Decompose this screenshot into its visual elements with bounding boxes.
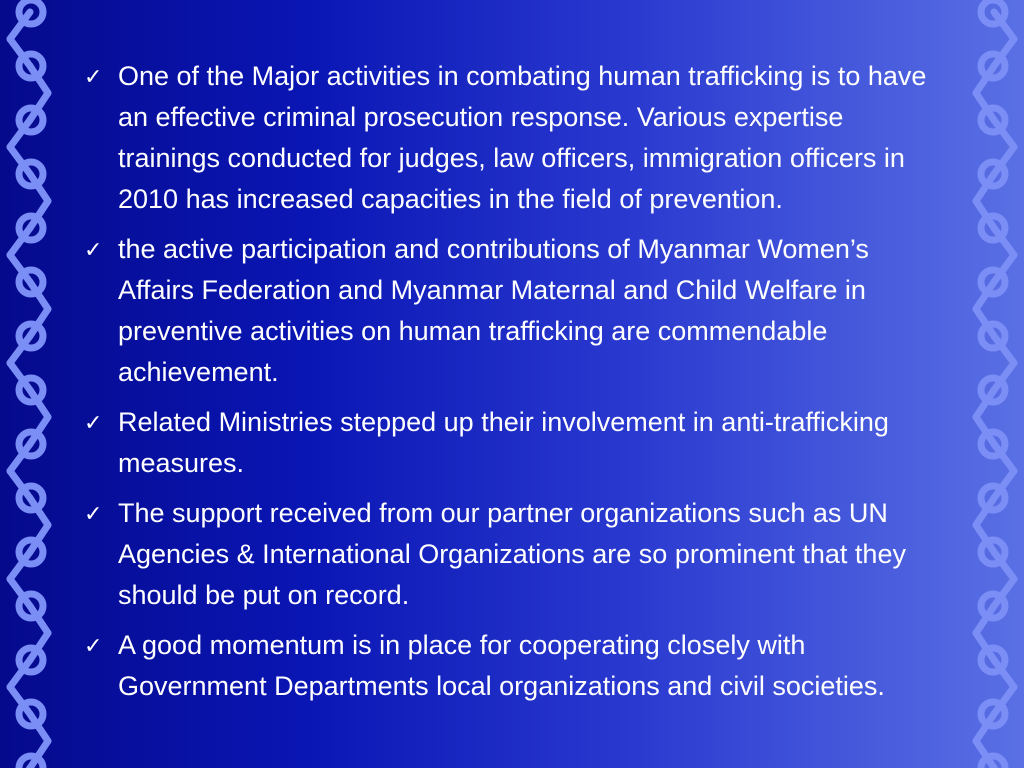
checkmark-icon: ✓ <box>84 64 103 89</box>
bullet-text: Related Ministries stepped up their involvement in anti-trafficking measures. <box>118 407 889 478</box>
checkmark-icon: ✓ <box>84 237 103 262</box>
bullet-item <box>82 625 932 707</box>
checkmark-icon: ✓ <box>84 410 103 435</box>
slide-body <box>82 56 932 768</box>
left-chain-pattern <box>10 0 48 768</box>
left-decorative-border <box>0 0 62 768</box>
bullet-item <box>82 493 932 616</box>
checkmark-icon: ✓ <box>84 633 103 658</box>
bullet-text: The support received from our partner organizations such as UN Agencies & International Organizations are so prominent that they should be put on record. <box>118 498 906 610</box>
bullet-item <box>82 402 932 484</box>
bullet-item <box>82 229 932 393</box>
bullet-text: One of the Major activities in combating human trafficking is to have an effective criminal prosecution response. Various expertise trainings conducted for judges, law officers, immigration officers in 2010 has increased capacities in the field of prevention. <box>118 61 927 214</box>
bullet-text: A good momentum is in place for cooperating closely with Government Departments local organizations and civil societies. <box>118 630 885 701</box>
right-decorative-border <box>962 0 1024 768</box>
checkmark-icon: ✓ <box>84 501 103 526</box>
right-chain-pattern <box>976 0 1014 768</box>
bullet-text: the active participation and contributions of Myanmar Women’s Affairs Federation and Myanmar Maternal and Child Welfare in preventive activities on human trafficking are commendable achievement. <box>118 234 869 387</box>
bullet-item <box>82 56 932 220</box>
